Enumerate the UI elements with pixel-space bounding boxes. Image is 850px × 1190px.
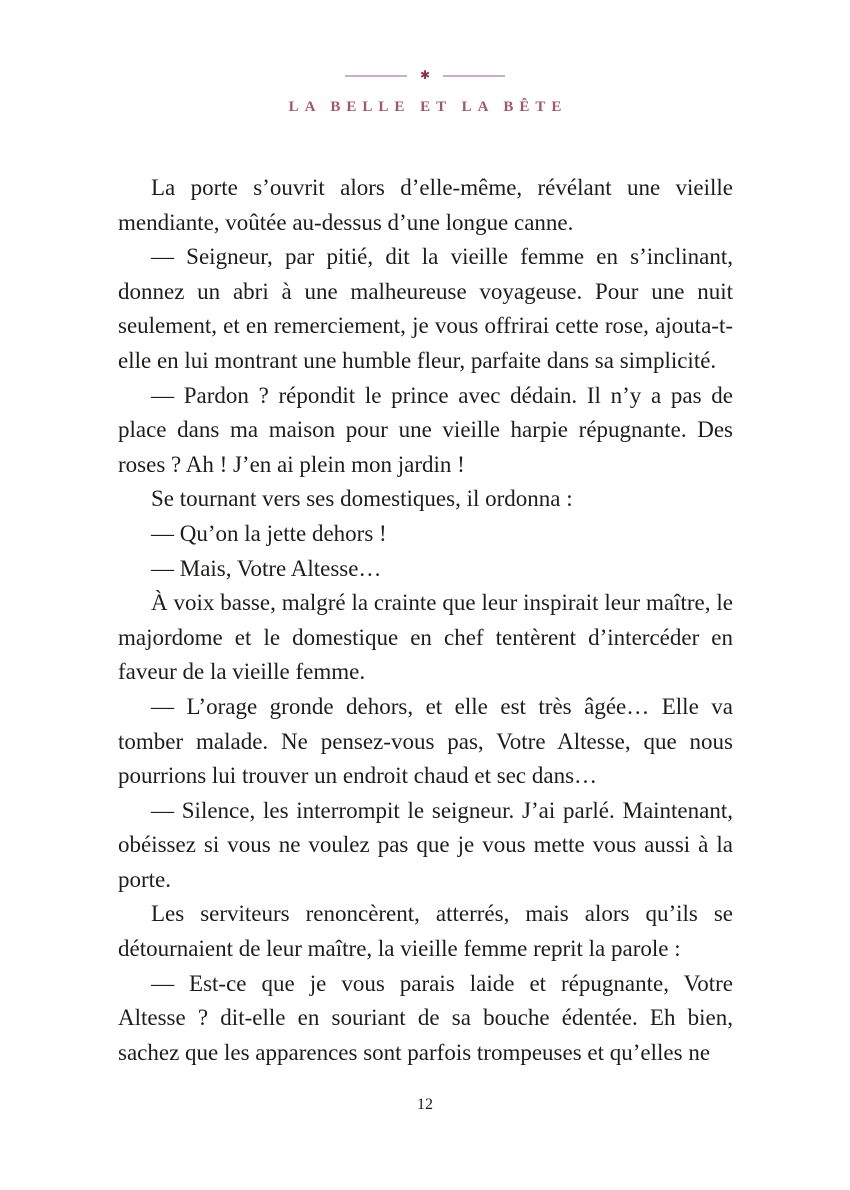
header-ornament bbox=[0, 70, 850, 82]
body-paragraph: Se tournant vers ses domestiques, il ordonna : bbox=[151, 486, 573, 512]
chapter-title: LA BELLE ET LA BÊTE bbox=[288, 99, 568, 115]
body-paragraph: Les serviteurs renoncèrent, atterrés, mais alors qu’ils se détournaient de leur maître, la vieille femme reprit la parole : bbox=[118, 901, 733, 962]
body-text bbox=[118, 171, 733, 1070]
body-paragraph: — Qu’on la jette dehors ! bbox=[151, 520, 387, 546]
body-paragraph: — Seigneur, par pitié, dit la vieille femme en s’inclinant, donnez un abri à une malheureuse voyageuse. Pour une nuit seulement, et en remerciement, je vous offrirai cette rose, ajouta-t-elle en lui montrant une humble fleur, parfaite dans sa simplicité. bbox=[118, 244, 733, 373]
body-paragraph: La porte s’ouvrit alors d’elle-même, révélant une vieille mendiante, voûtée au-dessus d’une longue canne. bbox=[118, 175, 733, 235]
flower-ornament-icon: ✱ bbox=[419, 68, 431, 82]
ornament-left-rule bbox=[345, 75, 407, 77]
page-number: 12 bbox=[417, 1096, 433, 1113]
ornament-right-rule bbox=[443, 75, 505, 77]
body-paragraph: — Pardon ? répondit le prince avec dédain. Il n’y a pas de place dans ma maison pour une vieille harpie répugnante. Des roses ? Ah ! J’en ai plein mon jardin ! bbox=[118, 382, 733, 477]
body-paragraph: — Mais, Votre Altesse… bbox=[151, 555, 382, 581]
body-paragraph: — Silence, les interrompit le seigneur. J’ai parlé. Maintenant, obéissez si vous ne voulez pas que je vous mette vous aussi à la porte. bbox=[118, 797, 733, 892]
body-paragraph: — Est-ce que je vous parais laide et répugnante, Votre Altesse ? dit-elle en souriant de sa bouche édentée. Eh bien, sachez que les apparences sont parfois trompeuses et qu’elles ne bbox=[118, 970, 733, 1065]
body-paragraph: À voix basse, malgré la crainte que leur inspirait leur maître, le majordome et le domestique en chef tentèrent d’intercéder en faveur de la vieille femme. bbox=[118, 590, 733, 685]
body-paragraph: — L’orage gronde dehors, et elle est très âgée… Elle va tomber malade. Ne pensez-vous pas, Votre Altesse, que nous pourrions lui trouver un endroit chaud et sec dans… bbox=[118, 693, 733, 789]
